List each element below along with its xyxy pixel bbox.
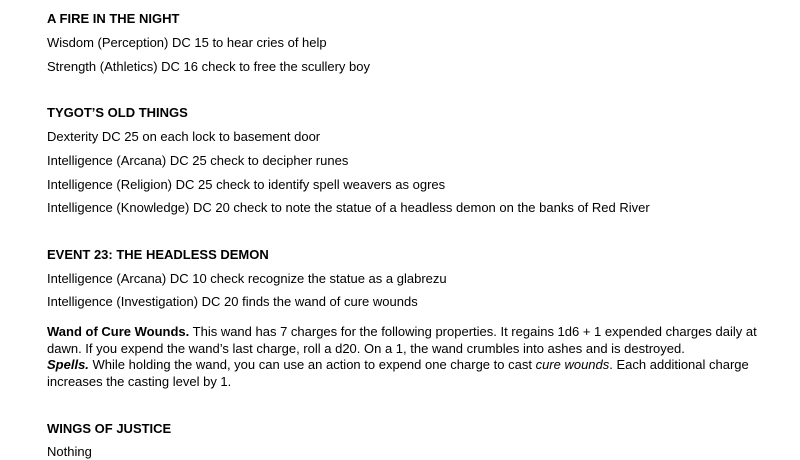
check-line: Dexterity DC 25 on each lock to basement door xyxy=(47,129,321,144)
check-line: Intelligence (Investigation) DC 20 finds the wand of cure wounds xyxy=(47,294,418,309)
section-heading-wings: WINGS OF JUSTICE xyxy=(47,421,172,436)
check-line: Intelligence (Arcana) DC 10 check recognize the statue as a glabrezu xyxy=(47,271,447,286)
check-line: Strength (Athletics) DC 16 check to free the scullery boy xyxy=(47,59,370,74)
section-heading-event23: EVENT 23: THE HEADLESS DEMON xyxy=(47,247,269,262)
check-line: Intelligence (Knowledge) DC 20 check to note the statue of a headless demon on the banks of Red River xyxy=(47,200,650,215)
check-line: Nothing xyxy=(47,444,92,459)
spells-text-end: . Each additional charge increases the casting level by 1. xyxy=(47,357,749,389)
check-line: Intelligence (Religion) DC 25 check to identify spell weavers as ogres xyxy=(47,177,446,192)
wand-desc-text: This wand has 7 charges for the following properties. It regains 1d6 + 1 expended charges daily at dawn. If you expend the wand’s last charge, roll a d20. On a 1, the wand crumbles into ashes and is destroyed. xyxy=(47,324,757,356)
section-heading-fire: A FIRE IN THE NIGHT xyxy=(47,11,180,26)
document-page xyxy=(47,0,787,459)
check-line: Wisdom (Perception) DC 15 to hear cries of help xyxy=(47,35,327,50)
spells-text: While holding the wand, you can use an action to expend one charge to cast xyxy=(88,357,536,372)
wand-description xyxy=(47,324,782,390)
section-heading-tygot: TYGOT’S OLD THINGS xyxy=(47,105,188,120)
spell-name: cure wounds xyxy=(535,357,610,372)
spells-label: Spells. xyxy=(47,357,89,372)
check-line: Intelligence (Arcana) DC 25 check to decipher runes xyxy=(47,153,349,168)
wand-name: Wand of Cure Wounds. xyxy=(47,324,190,339)
